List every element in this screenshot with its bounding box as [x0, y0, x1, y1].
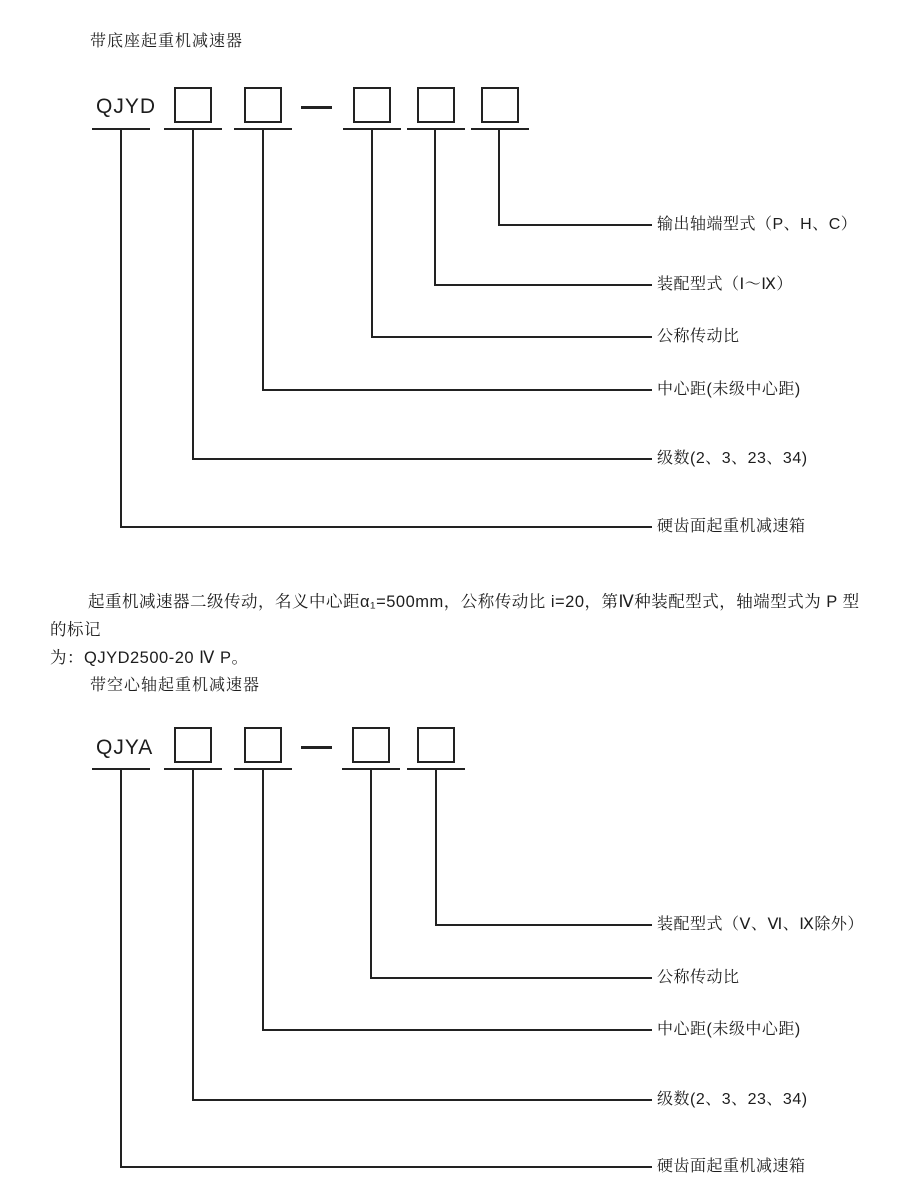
connector-line [498, 130, 500, 226]
label-nominal-ratio: 公称传动比 [657, 969, 740, 986]
connector-line [120, 526, 652, 528]
connector-line [434, 284, 652, 286]
connector-line [120, 1166, 652, 1168]
connector-line [435, 924, 652, 926]
connector-line [192, 458, 652, 460]
connector-line [435, 770, 437, 926]
code-box-3 [352, 727, 390, 763]
connector-line [262, 389, 652, 391]
label-stage-count: 级数(2、3、23、34) [657, 450, 808, 467]
connector-line [120, 770, 122, 1168]
label-output-shaft-type: 输出轴端型式（P、H、C） [657, 216, 858, 233]
diagram-title-qjya: 带空心轴起重机减速器 [90, 677, 261, 694]
dash-separator [301, 106, 332, 109]
code-box-5 [481, 87, 519, 123]
label-center-distance: 中心距(未级中心距) [657, 1021, 801, 1038]
code-box-4 [417, 87, 455, 123]
code-box-2 [244, 87, 282, 123]
designation-example [50, 588, 875, 672]
base-underline [471, 128, 529, 130]
connector-line [498, 224, 652, 226]
model-code-qjyd: QJYD [96, 95, 157, 118]
code-box-3 [353, 87, 391, 123]
code-box-1 [174, 727, 212, 763]
connector-line [192, 130, 194, 460]
label-nominal-ratio: 公称传动比 [657, 328, 740, 345]
base-underline [407, 128, 465, 130]
connector-line [192, 770, 194, 1101]
connector-line [262, 770, 264, 1031]
label-reducer-series: 硬齿面起重机减速箱 [657, 518, 806, 535]
connector-line [370, 770, 372, 979]
connector-line [371, 336, 652, 338]
label-center-distance: 中心距(未级中心距) [657, 381, 801, 398]
connector-line [371, 130, 373, 338]
connector-line [370, 977, 652, 979]
example-text-line1: 起重机减速器二级传动，名义中心距α₁=500mm，公称传动比 i=20，第Ⅳ种装配型式，轴端型式为 P 型的标记 [50, 593, 860, 639]
code-box-2 [244, 727, 282, 763]
example-text-line2: 为：QJYD2500-20 Ⅳ P。 [50, 649, 249, 667]
label-stage-count: 级数(2、3、23、34) [657, 1091, 808, 1108]
connector-line [192, 1099, 652, 1101]
label-reducer-series: 硬齿面起重机减速箱 [657, 1158, 806, 1175]
code-box-4 [417, 727, 455, 763]
connector-line [262, 1029, 652, 1031]
code-box-1 [174, 87, 212, 123]
connector-line [120, 130, 122, 528]
model-code-qjya: QJYA [96, 736, 154, 759]
label-assembly-type: 装配型式（Ⅴ、Ⅵ、Ⅸ除外） [657, 916, 864, 933]
label-assembly-type: 装配型式（Ⅰ～Ⅸ） [657, 276, 793, 293]
dash-separator [301, 746, 332, 749]
diagram-title-qjyd: 带底座起重机减速器 [90, 33, 244, 50]
connector-line [434, 130, 436, 286]
connector-line [262, 130, 264, 391]
